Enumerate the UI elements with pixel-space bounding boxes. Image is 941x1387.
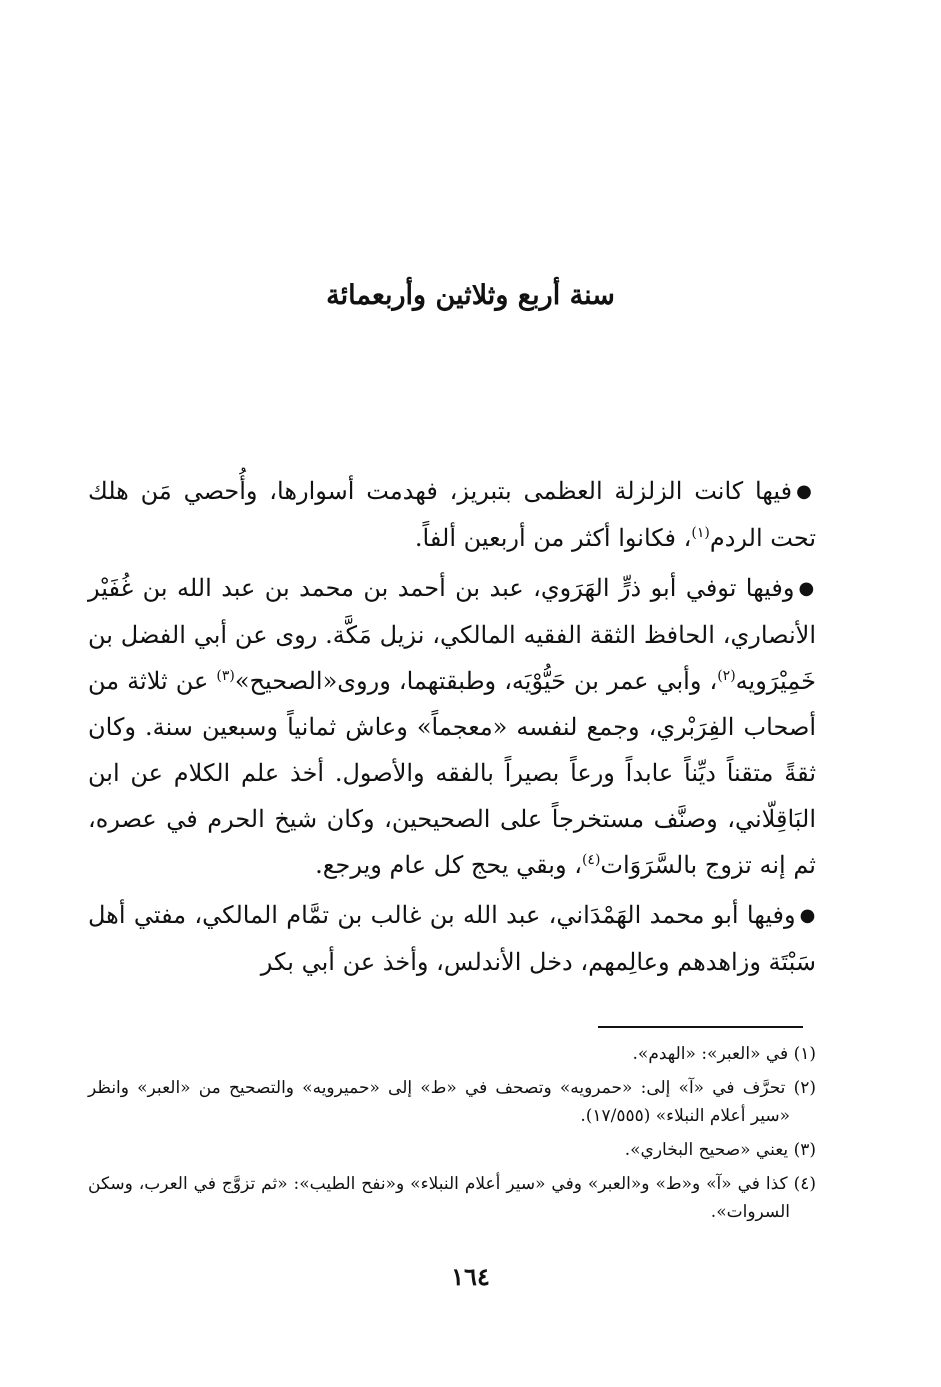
footnote-text: في «العبر»: «الهدم». (632, 1044, 789, 1064)
paragraph-text: ، وأبي عمر بن حَيُّوْيَه، وطبقتهما، وروى«الصحيح» (234, 667, 718, 695)
footnote-marker: (٢) (793, 1078, 817, 1098)
bullet-icon: ● (799, 905, 817, 926)
footnote-divider (598, 1026, 803, 1028)
footnote-ref[interactable]: (١) (691, 525, 710, 541)
footnote-text: كذا في «آ» و«ط» و«العبر» وفي «سير أعلام النبلاء» و«نفح الطيب»: «ثم تزوَّج في العرب، وسكن السروات». (88, 1174, 790, 1222)
bullet-icon: ● (798, 578, 816, 599)
bullet-icon: ● (796, 481, 816, 502)
body-text (88, 468, 816, 989)
paragraph-text: ، وبقي يحج كل عام ويرجع. (315, 851, 582, 879)
footnote-ref[interactable]: (٢) (717, 668, 736, 684)
footnote-text: تحرَّف في «آ» إلى: «حمرويه» وتصحف في «ط» إلى «حميرويه» والتصحيح من «العبر» وانظر «سير أعلام النبلاء» (١٧/٥٥٥). (88, 1078, 790, 1126)
chapter-title: سنة أربع وثلاثين وأربعمائة (326, 280, 615, 311)
footnote-text: يعني «صحيح البخاري». (624, 1140, 789, 1160)
paragraph-text: وفيها توفي أبو ذرٍّ الهَرَوي، عبد بن أحمد بن محمد بن عبد الله بن غُفَيْر الأنصاري، الحافظ الثقة الفقيه المالكي، نزيل مَكَّة. روى عن أبي الفضل بن خَمِيْرَويه (88, 574, 817, 695)
footnote-1 (88, 1040, 816, 1068)
footnote-4 (88, 1170, 816, 1226)
footnotes (88, 1040, 816, 1232)
page-number: ١٦٤ (451, 1262, 490, 1291)
footnote-3 (88, 1136, 816, 1164)
paragraph-text: عن ثلاثة من أصحاب الفِرَبْري، وجمع لنفسه «معجماً» وعاش ثمانياً وسبعين سنة. وكان ثقةً متقناً ديِّناً عابداً ورعاً بصيراً بالفقه والأصول. أخذ علم الكلام عن ابن البَاقِلّاني، وصنَّف مستخرجاً على الصحيحين، وكان شيخ الحرم في عصره، ثم إنه تزوج بالسَّرَوَات (88, 667, 817, 879)
footnote-ref[interactable]: (٣) (216, 668, 235, 684)
paragraph-hamdani (88, 892, 816, 985)
footnote-2 (88, 1074, 816, 1130)
paragraph-abu-dharr (88, 565, 816, 888)
footnote-marker: (١) (793, 1044, 816, 1064)
paragraph-text: فيها كانت الزلزلة العظمى بتبريز، فهدمت أسوارها، وأُحصي مَن هلك تحت الردم (88, 477, 816, 552)
paragraph-earthquake (88, 468, 816, 561)
paragraph-text: وفيها أبو محمد الهَمْدَاني، عبد الله بن غالب بن تمَّام المالكي، مفتي أهل سَبْتَة وزاهدهم وعالِمهم، دخل الأندلس، وأخذ عن أبي بكر (88, 901, 816, 976)
footnote-marker: (٤) (793, 1174, 816, 1194)
paragraph-text: ، فكانوا أكثر من أربعين ألفاً. (414, 524, 692, 552)
footnote-ref[interactable]: (٤) (581, 852, 601, 868)
footnote-marker: (٣) (793, 1140, 816, 1160)
